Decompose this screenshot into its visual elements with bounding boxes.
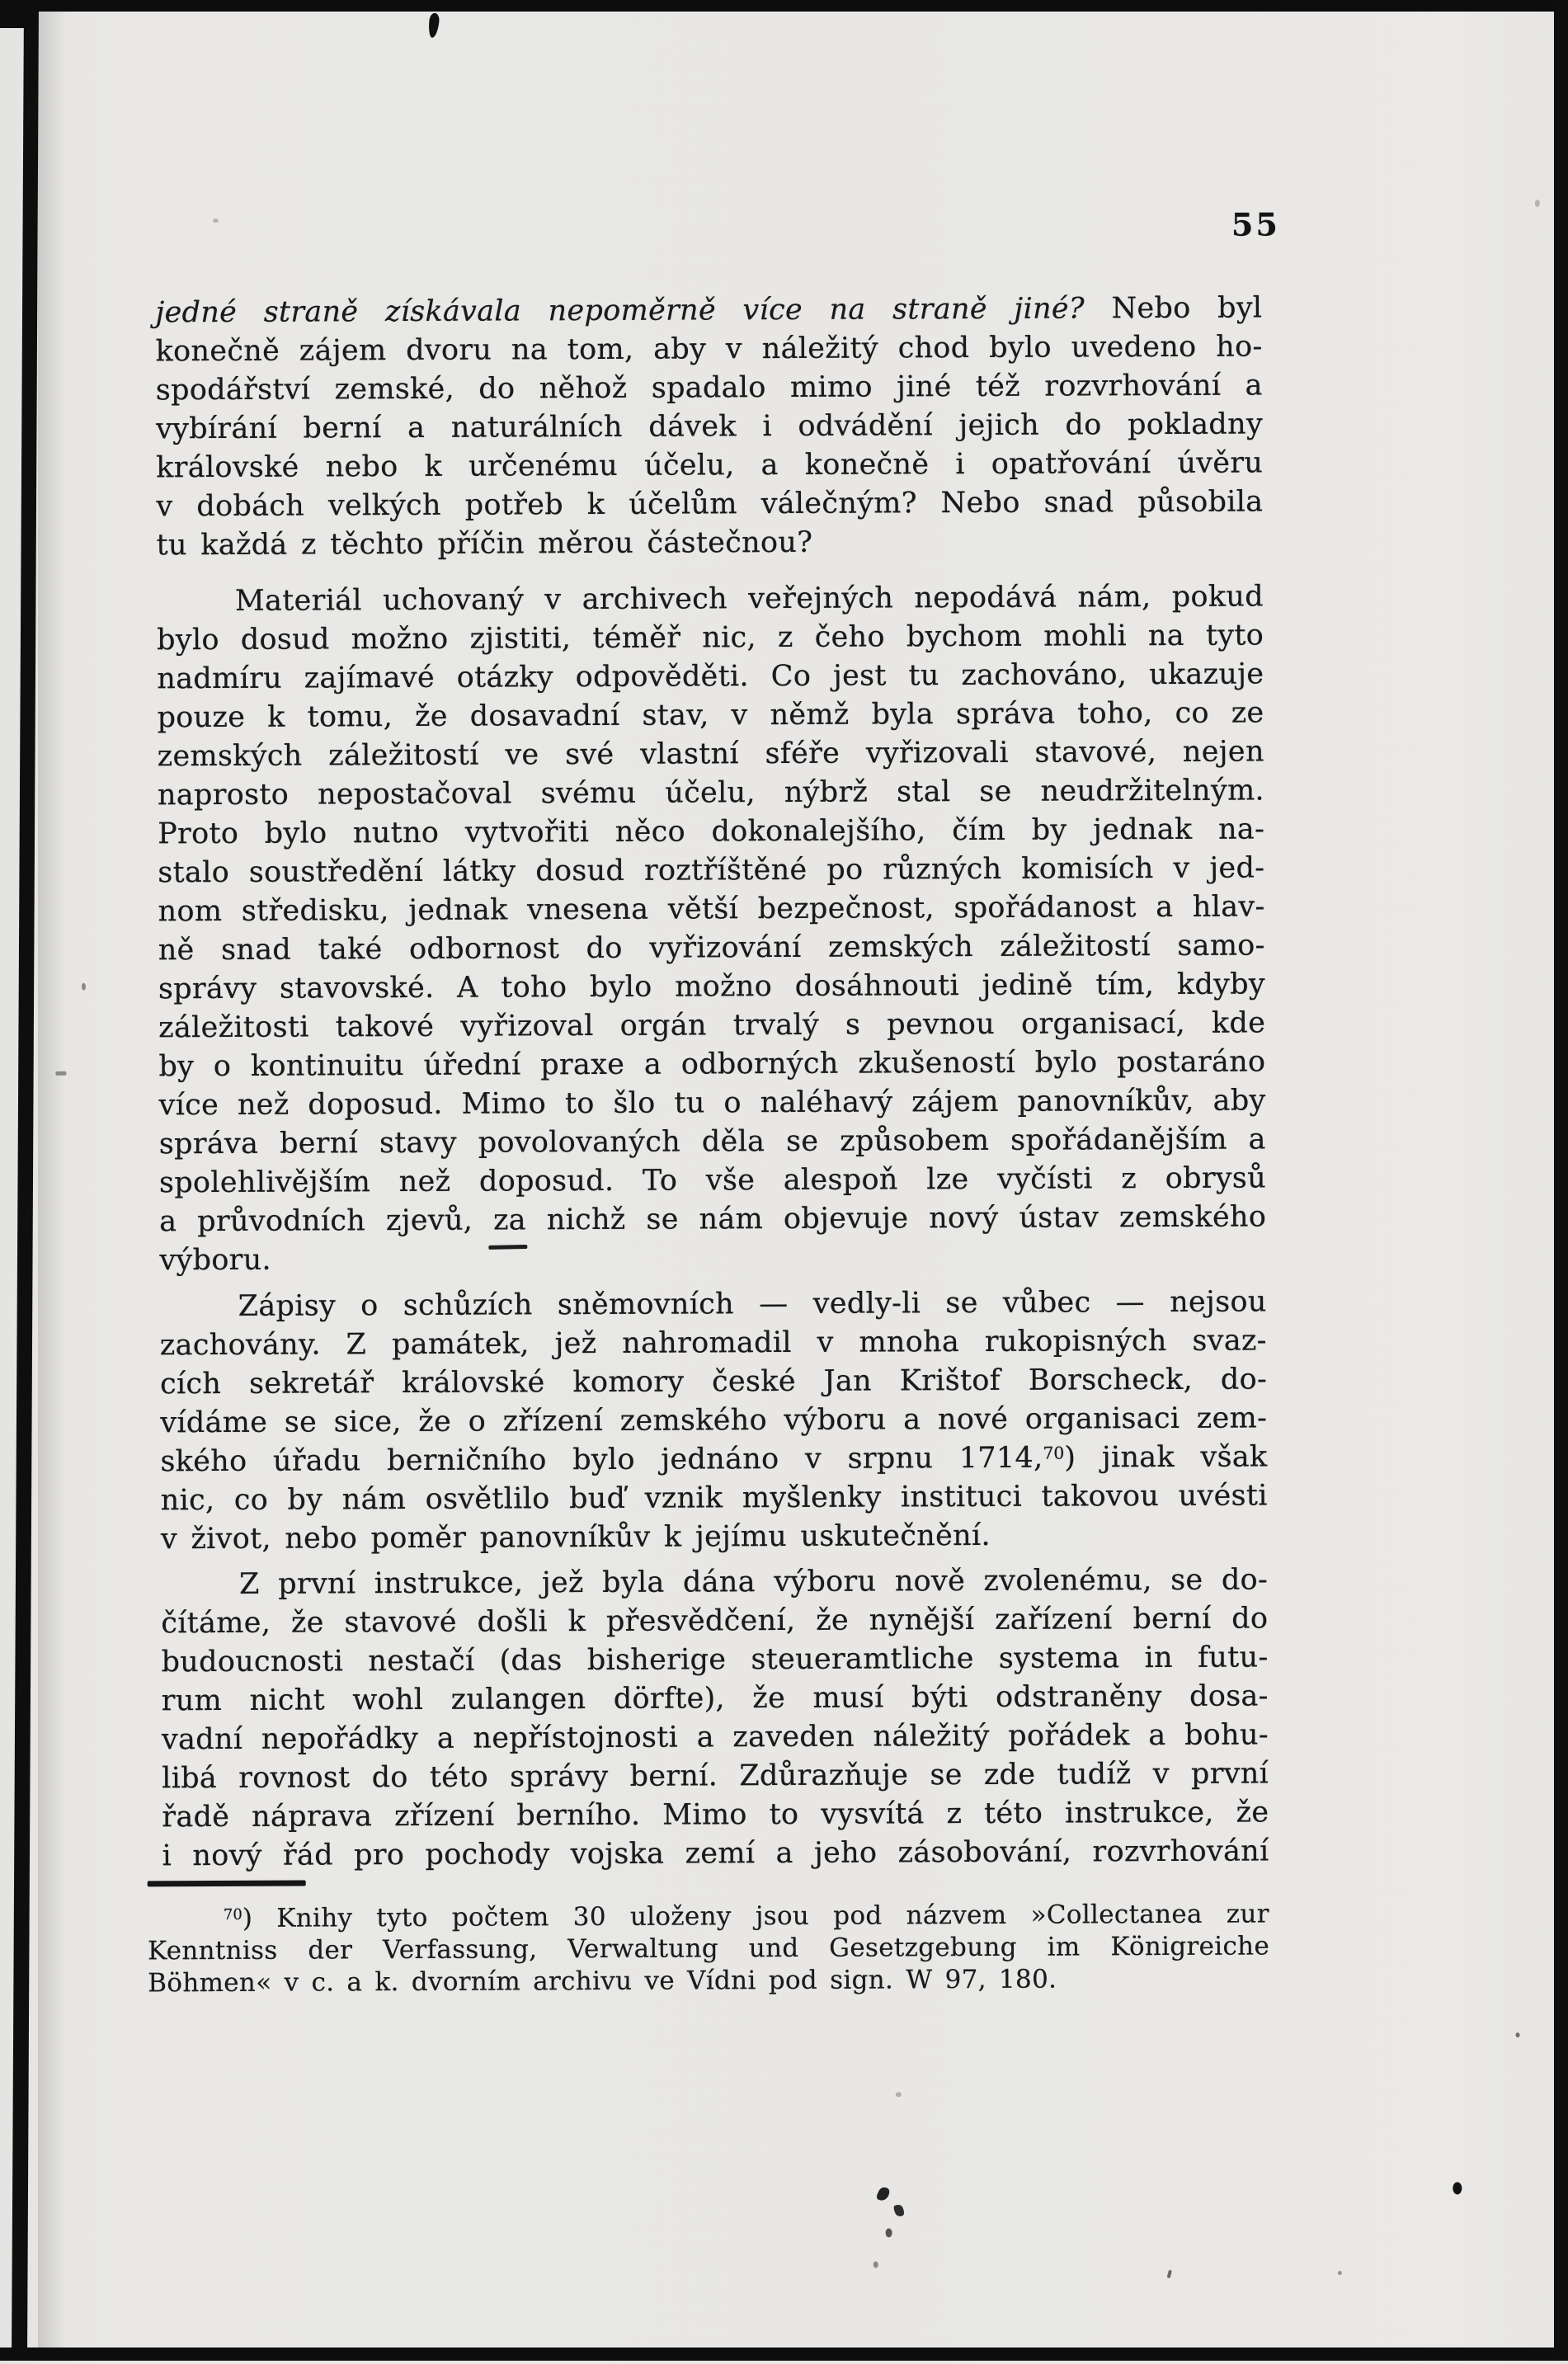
text-line: stalo soustředění látky dosud roztříštěné po různých komisích v jed- bbox=[158, 851, 1265, 890]
text-line: Z první instrukce, jež byla dána výboru nově zvolenému, se do- bbox=[239, 1563, 1269, 1601]
text-line: v dobách velkých potřeb k účelům válečným? Nebo snad působila bbox=[156, 485, 1264, 524]
text-line: čítáme, že stavové došli k přesvědčení, že nynější zařízení berní do bbox=[161, 1602, 1269, 1641]
text-line: by o kontinuitu úřední praxe a odborných zkušeností bylo postaráno bbox=[158, 1045, 1266, 1084]
text-line: královské nebo k určenému účelu, a konečně i opatřování úvěru bbox=[156, 446, 1264, 485]
ink-speck bbox=[82, 983, 86, 991]
text-line: budoucnosti nestačí (das bisherige steueramtliche systema in futu- bbox=[161, 1641, 1269, 1679]
footnote-separator-rule bbox=[148, 1881, 306, 1887]
text-line: spolehlivějším než doposud. To vše alespoň lze vyčísti z obrysů bbox=[158, 1161, 1267, 1200]
text-line: ně snad také odbornost do vyřizování zemských záležitostí samo- bbox=[158, 929, 1265, 968]
scan-border-top bbox=[0, 0, 1568, 12]
text-line: nic, co by nám osvětlilo buď vznik myšlenky instituci takovou uvésti bbox=[160, 1479, 1268, 1518]
ink-speck bbox=[892, 2203, 906, 2218]
ink-speck bbox=[886, 2228, 892, 2237]
paragraph-2 bbox=[157, 577, 1267, 1280]
text-line: naprosto nepostačoval svému účelu, nýbrž stal se neudržitelným. bbox=[157, 774, 1265, 812]
page-number: 55 bbox=[1231, 205, 1280, 243]
text-line: správa berní stavy povolovaných děla se způsobem spořádanějším a bbox=[158, 1123, 1266, 1161]
text-line: libá rovnost do této správy berní. Zdůrazňuje se zde tudíž v první bbox=[162, 1757, 1269, 1796]
text-line: tu každá z těchto příčin měrou částečnou? bbox=[156, 525, 813, 563]
text-line: nadmíru zajímavé otázky odpověděti. Co jest tu zachováno, ukazuje bbox=[157, 657, 1264, 696]
underline-mark bbox=[488, 1245, 527, 1250]
text-line: ského úřadu berničního bylo jednáno v srpnu 1714,70) jinak však bbox=[160, 1440, 1268, 1479]
text-line: bylo dosud možno zjistiti, téměř nic, z čeho bychom mohli na tyto bbox=[157, 619, 1264, 657]
text-line: v život, nebo poměr panovníkův k jejímu uskutečnění. bbox=[160, 1519, 991, 1556]
ink-speck bbox=[1453, 2182, 1462, 2194]
ink-speck bbox=[1516, 2032, 1520, 2037]
text-line: vadní nepořádky a nepřístojnosti a zaveden náležitý pořádek a bohu- bbox=[161, 1718, 1269, 1757]
text-line: vídáme se sice, že o zřízení zemského výboru a nové organisaci zem- bbox=[160, 1401, 1268, 1440]
text-line: $^{70}$) Knihy tyto počtem 30 uloženy jsou pod názvem »Collectanea zur bbox=[223, 1899, 1269, 1933]
ink-speck bbox=[896, 2092, 902, 2097]
text-line: Böhmen« v c. a k. dvorním archivu ve Vídni pod sign. W 97, 180. bbox=[148, 1964, 1057, 1999]
text-line: nom středisku, jednak vnesena větší bezpečnost, spořádanost a hlav- bbox=[158, 890, 1265, 929]
text-line: zemských záležitostí ve své vlastní sféře vyřizovali stavové, nejen bbox=[157, 735, 1264, 774]
text-line: pouze k tomu, že dosavadní stav, v němž byla správa toho, co ze bbox=[157, 696, 1264, 735]
paragraph-3 bbox=[160, 1283, 1268, 1559]
text-line: rum nicht wohl zulangen dörfte), že musí býti odstraněny dosa- bbox=[161, 1679, 1269, 1718]
text-line: zachovány. Z památek, jež nahromadil v mnoha rukopisných svaz- bbox=[159, 1324, 1267, 1363]
text-line: Zápisy o schůzích sněmovních — vedly-li se vůbec — nejsou bbox=[238, 1285, 1267, 1323]
ink-speck bbox=[1167, 2270, 1172, 2279]
ink-speck bbox=[213, 219, 219, 223]
text-line: více než doposud. Mimo to šlo tu o naléhavý zájem panovníkův, aby bbox=[158, 1084, 1266, 1123]
scan-border-right bbox=[1554, 0, 1568, 2361]
text-line: Proto bylo nutno vytvořiti něco dokonalejšího, čím by jednak na- bbox=[158, 812, 1265, 851]
text-line: konečně zájem dvoru na tom, aby v náležitý chod bylo uvedeno ho- bbox=[155, 330, 1263, 369]
paragraph-4 bbox=[161, 1561, 1269, 1876]
text-line: cích sekretář královské komory české Jan Krištof Borscheck, do- bbox=[159, 1363, 1268, 1401]
ink-speck bbox=[875, 2186, 891, 2203]
text-line: Kenntniss der Verfassung, Verwaltung und Gesetzgebung im Königreiche bbox=[147, 1931, 1270, 1966]
text-line: výboru. bbox=[159, 1243, 272, 1278]
paragraph-1 bbox=[155, 289, 1263, 565]
ink-speck bbox=[1338, 2271, 1342, 2275]
ink-speck bbox=[1535, 200, 1540, 207]
ink-speck bbox=[873, 2262, 878, 2268]
text-line: i nový řád pro pochody vojska zemí a jeho zásobování, rozvrhování bbox=[162, 1834, 1269, 1873]
ink-blot-top bbox=[427, 12, 440, 38]
text-line: správy stavovské. A toho bylo možno dosáhnouti jedině tím, kdyby bbox=[158, 968, 1266, 1006]
text-line: jedné straně získávala nepoměrně více na straně jiné? Nebo byl bbox=[155, 291, 1263, 330]
text-line: záležitosti takové vyřizoval orgán trvalý s pevnou organisací, kde bbox=[158, 1006, 1266, 1045]
text-line: Materiál uchovaný v archivech veřejných nepodává nám, pokud bbox=[234, 580, 1264, 618]
text-line: a průvodních zjevů, za nichž se nám objevuje nový ústav zemského bbox=[159, 1200, 1267, 1239]
text-line: řadě náprava zřízení berního. Mimo to vysvítá z této instrukce, že bbox=[162, 1796, 1269, 1834]
text-line: vybírání berní a naturálních dávek i odvádění jejich do pokladny bbox=[155, 407, 1264, 446]
text-line: spodářství zemské, do něhož spadalo mimo jiné též rozvrhování a bbox=[155, 369, 1263, 407]
footnote bbox=[148, 1898, 1269, 1999]
scan-border-bottom bbox=[0, 2348, 1568, 2361]
book-gutter-shadow bbox=[38, 0, 66, 2361]
